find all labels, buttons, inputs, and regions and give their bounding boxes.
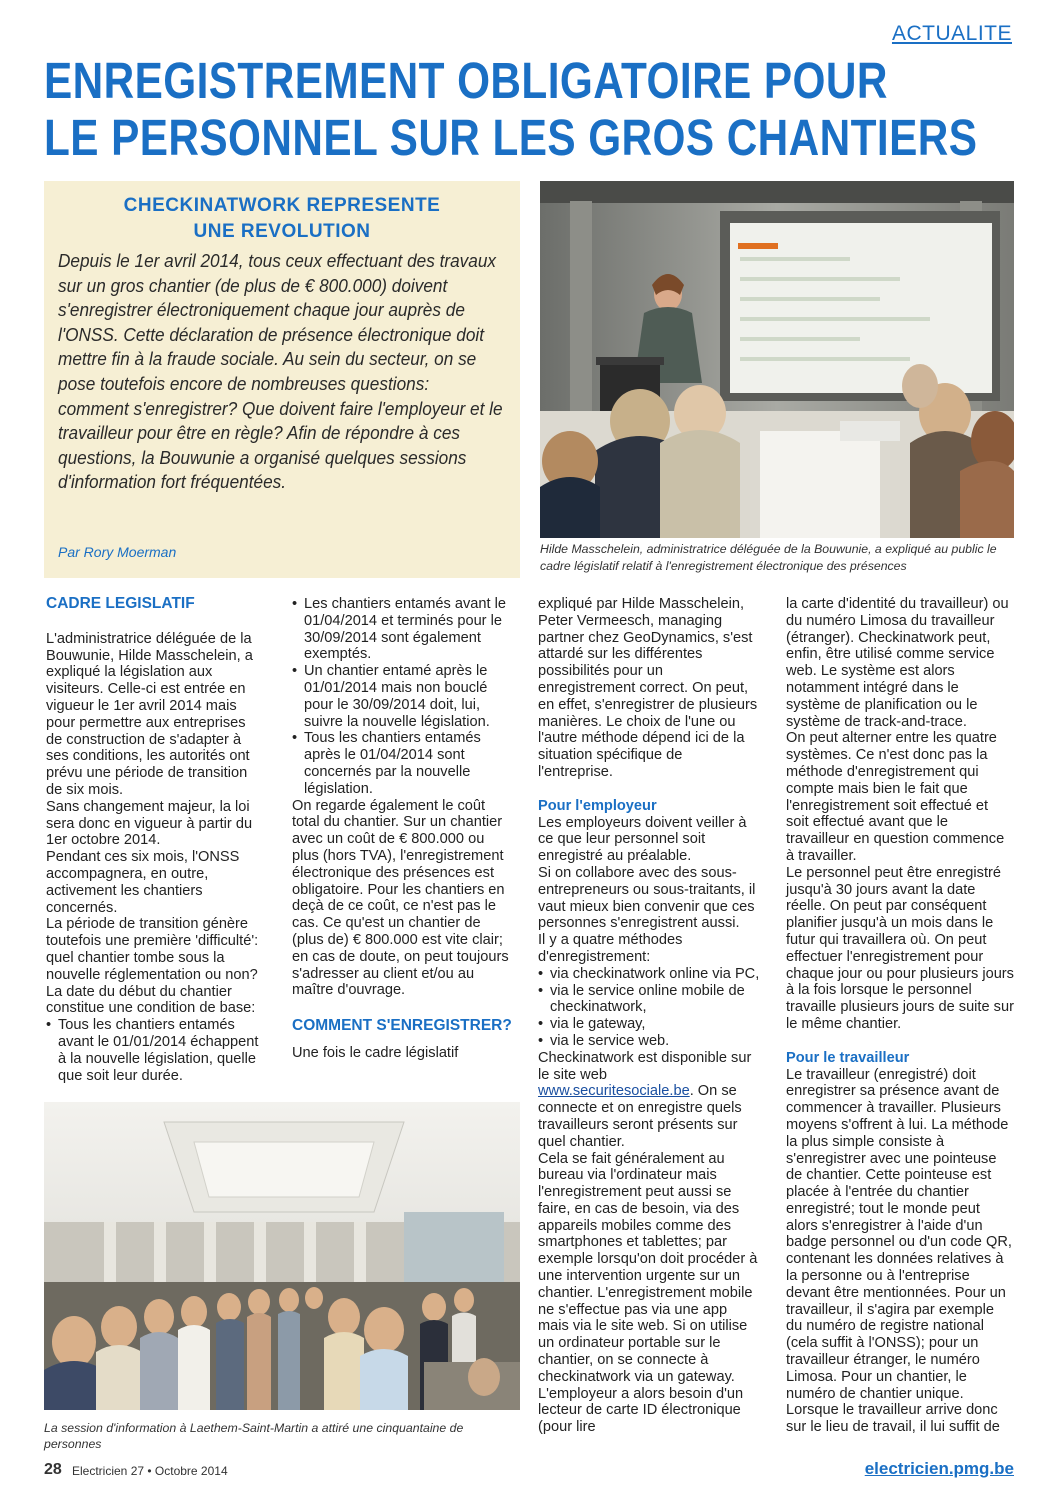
col4-paragraph: la carte d'identité du travailleur) ou du numéro Limosa du travailleur (étranger). Checkinatwork peut, enfin, être utilisé comme service web. Le système est alors notamment intégré dans le système de planification ou le système de track-and-trace.	[786, 596, 1009, 730]
list-item: • via le gateway,	[538, 1016, 760, 1033]
list-item: • via le service online mobile de checkinatwork,	[538, 983, 760, 1017]
section-tag: ACTUALITE	[891, 22, 1012, 45]
presenter-photo-illustration	[540, 181, 1014, 538]
col3-paragraph: Si on collabore avec des sous-entrepreneurs ou sous-traitants, il vaut mieux bien convenir que ces personnes s'enregistrent aussi.	[538, 864, 756, 932]
col1-paragraph: Sans changement majeur, la loi sera donc en vigueur à partir du 1er octobre 2014.	[46, 798, 253, 849]
publication-info: Electricien 27 • Octobre 2014	[72, 1464, 228, 1478]
list-item: • Les chantiers entamés avant le 01/04/2014 et terminés pour le 30/09/2014 sont également exemptés.	[292, 596, 512, 663]
audience-photo-caption: La session d'information à Laethem-Saint-Martin a attiré une cinquantaine de personnes	[44, 1421, 464, 1451]
col1-heading: CADRE LEGISLATIF	[46, 595, 195, 612]
col4-paragraph: On peut alterner entre les quatre systèmes. Ce n'est donc pas la méthode d'enregistrement qui compte mais bien le fait que l'enregistrement soit effectué et soit effectué avant que le travailleur en question commence à travailler.	[786, 730, 1005, 864]
page-number: 28	[44, 1461, 62, 1478]
column-3	[538, 596, 760, 1436]
col1-paragraph: Pendant ces six mois, l'ONSS accompagnera, en outre, activement les chantiers concernés.	[46, 849, 240, 916]
col1-paragraph: L'administratrice déléguée de la Bouwunie, Hilde Masschelein, a expliqué la législation aux visiteurs. Celle-ci est entrée en vigueur le 1er avril 2014 mais pour permettre aux entreprises de construction de s'adapter à ses conditions, les autorités ont prévu une période de transition de six mois.	[46, 630, 253, 798]
audience-photo-illustration	[44, 1102, 520, 1410]
article-headline	[44, 52, 978, 166]
intro-box	[44, 181, 520, 578]
column-2	[292, 596, 512, 1062]
col3-paragraph: Cela se fait généralement au bureau via l'ordinateur mais l'enregistrement peut aussi se faire, en cas de besoin, via des appareils mobiles comme des smartphones et tablettes; par exemple lorsqu'on doit procéder à une intervention urgente sur un chantier. L'enregistrement mobile ne s'effectue pas via une app mais via le site web. Si on utilise un ordinateur portable sur le chantier, on se connecte à checkinatwork via un gateway. L'employeur a alors besoin d'un lecteur de carte ID électronique (pour lire	[538, 1150, 758, 1436]
col3-paragraph: Il y a quatre méthodes d'enregistrement:	[538, 932, 683, 965]
byline: Par Rory Moerman	[58, 544, 177, 560]
list-item: • Tous les chantiers entamés après le 01/04/2014 sont concernés par la nouvelle législation.	[292, 730, 512, 797]
col3-paragraph: expliqué par Hilde Masschelein, Peter Vermeesch, managing partner chez GeoDynamics, s'est attardé sur les différentes possibilités pour un enregistrement correct. On peut, en effet, s'enregistrer de plusieurs manières. Le choix de l'une ou l'autre méthode dépend ici de la situation spécifique de l'entreprise.	[538, 596, 758, 780]
presenter-photo-caption: Hilde Masschelein, administratrice déléguée de la Bouwunie, a expliqué au public le cadre législatif relatif à l'enregistrement électronique des présences	[540, 542, 997, 573]
intro-title	[58, 193, 506, 245]
col2-paragraph: On regarde également le coût total du chantier. Sur un chantier avec un coût de € 800.000 ou plus (hors TVA), l'enregistrement électronique des présences est obligatoire. Pour les chantiers en deçà de ce coût, ce n'est pas le cas. Ce qu'est un chantier de (plus de) € 800.000 est vite clair; en cas de doute, on peut toujours s'adresser au client et/ou au maître d'ouvrage.	[292, 797, 509, 999]
col1-paragraph: La période de transition génère toutefois une première 'difficulté': quel chantier tombe sous la nouvelle réglementation ou non? La date du début du chantier constitue une condition de base:	[46, 916, 259, 1017]
col3-method-list	[538, 966, 760, 1050]
list-item: • via le service web.	[538, 1033, 760, 1050]
col4-paragraph: Le personnel peut être enregistré jusqu'à 30 jours avant la date réelle. On peut par conséquent planifier jusqu'à un mois dans le futur qui travaillera où. On peut effectuer l'enregistrement pour chaque jour ou pour plusieurs jours à la fois lorsque le personnel travaille plusieurs jours de suite sur le même chantier.	[786, 864, 1014, 1032]
col4-heading: Pour le travailleur	[786, 1049, 910, 1066]
list-item: • Un chantier entamé après le 01/01/2014 mais non bouclé pour le 30/09/2014 doit, lui, suivre la nouvelle législation.	[292, 663, 512, 730]
col3-heading: Pour l'employeur	[538, 797, 657, 814]
list-item: • Tous les chantiers entamés avant le 01/01/2014 échappent à la nouvelle législation, quelle que soit leur durée.	[46, 1017, 264, 1084]
intro-title-line-2: UNE REVOLUTION	[193, 221, 371, 242]
col2-list	[292, 596, 512, 798]
col3-paragraph: Les employeurs doivent veiller à ce que leur personnel soit enregistré au préalable.	[538, 814, 747, 865]
col4-paragraph: Le travailleur (enregistré) doit enregistrer sa présence avant de commencer à travailler. Plusieurs moyens s'offrent à lui. La méthode la plus simple consiste à s'enregistrer avec une pointeuse de chantier. Cette pointeuse est placée à l'entrée du chantier enregistré; tout le monde peut alors s'enregistrer à l'aide d'un badge personnel ou d'un code QR, contenant les données relatives à la personne ou à l'entreprise devant être mentionnées. Pour un travailleur, il s'agira par exemple du numéro de registre national (cela suffit à l'ONSS); pour un travailleur étranger, le numéro Limosa. Pour un chantier, le numéro de chantier unique. Lorsque le travailleur arrive donc sur le lieu de travail, il lui suffit de	[786, 1066, 1012, 1436]
col2-paragraph: Une fois le cadre législatif	[292, 1044, 459, 1061]
column-4	[786, 596, 1014, 1436]
presenter-photo	[540, 181, 1014, 538]
col2-heading: COMMENT S'ENREGISTRER?	[292, 1017, 512, 1035]
col3-paragraph	[538, 1050, 760, 1151]
list-item: • via checkinatwork online via PC,	[538, 966, 760, 983]
headline-line-2: LE PERSONNEL SUR LES GROS CHANTIERS	[44, 109, 978, 166]
col3-text: . On se connecte et on enregistre quels travailleurs seront présents sur quel chantier.	[538, 1083, 742, 1150]
publication-url[interactable]: electricien.pmg.be	[864, 1459, 1014, 1478]
headline-line-1: ENREGISTREMENT OBLIGATOIRE POUR	[44, 52, 888, 109]
securitesociale-link[interactable]: www.securitesociale.be	[538, 1083, 690, 1100]
column-1	[46, 596, 264, 1084]
col1-list	[46, 1017, 264, 1084]
intro-title-line-1: CHECKINATWORK REPRESENTE	[123, 195, 441, 216]
audience-photo	[44, 1102, 520, 1410]
col3-text: Checkinatwork est disponible sur le site web	[538, 1049, 752, 1083]
intro-lead: Depuis le 1er avril 2014, tous ceux effectuant des travaux sur un gros chantier (de plus de € 800.000) doivent s'enregistrer électroniquement chaque jour auprès de l'ONSS. Cette déclaration de présence électronique doit mettre fin à la fraude sociale. Au sein du secteur, on se pose toutefois encore de nombreuses questions: comment s'enregistrer? Que doivent faire l'employeur et le travailleur pour être en règle? Afin de répondre à ces questions, la Bouwunie a organisé quelques sessions d'information fort fréquentées.	[58, 250, 503, 493]
